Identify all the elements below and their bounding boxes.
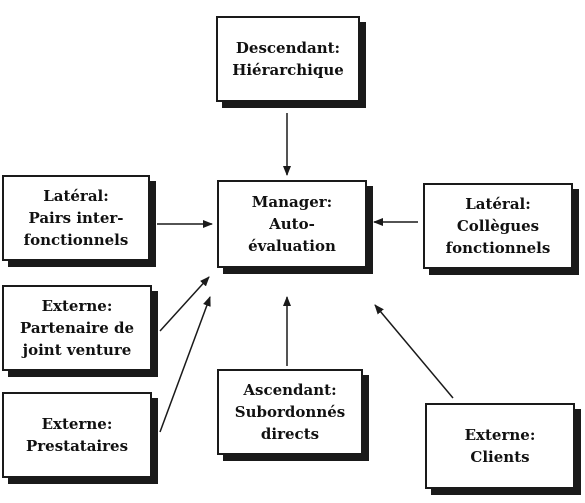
node-label: Externe: Prestataires (25, 415, 129, 455)
node-externe-clients (425, 403, 575, 489)
node-label: Externe: Partenaire de joint venture (20, 297, 134, 359)
node-externe-partenaire-joint-venture (2, 285, 152, 371)
node-lateral-pairs-inter-fonctionnels (2, 175, 150, 261)
node-descendant-hierarchique (216, 16, 360, 102)
node-label: Latéral: Collègues fonctionnels (445, 195, 551, 257)
node-label: Latéral: Pairs inter- fonctionnels (23, 187, 129, 249)
node-manager-auto-evaluation (217, 180, 367, 268)
node-lateral-collegues-fonctionnels (423, 183, 573, 269)
node-ascendant-subordonnes-directs (217, 369, 363, 455)
arrow-externe-joint-to-manager (160, 277, 209, 331)
node-label: Manager: Auto- évaluation (248, 193, 336, 255)
node-label: Externe: Clients (464, 426, 536, 466)
node-label: Descendant: Hiérarchique (232, 39, 344, 79)
arrow-externe-prestataires-to-manager (160, 297, 210, 432)
arrow-externe-clients-to-manager (375, 305, 453, 398)
node-label: Ascendant: Subordonnés directs (234, 381, 346, 443)
node-externe-prestataires (2, 392, 152, 478)
